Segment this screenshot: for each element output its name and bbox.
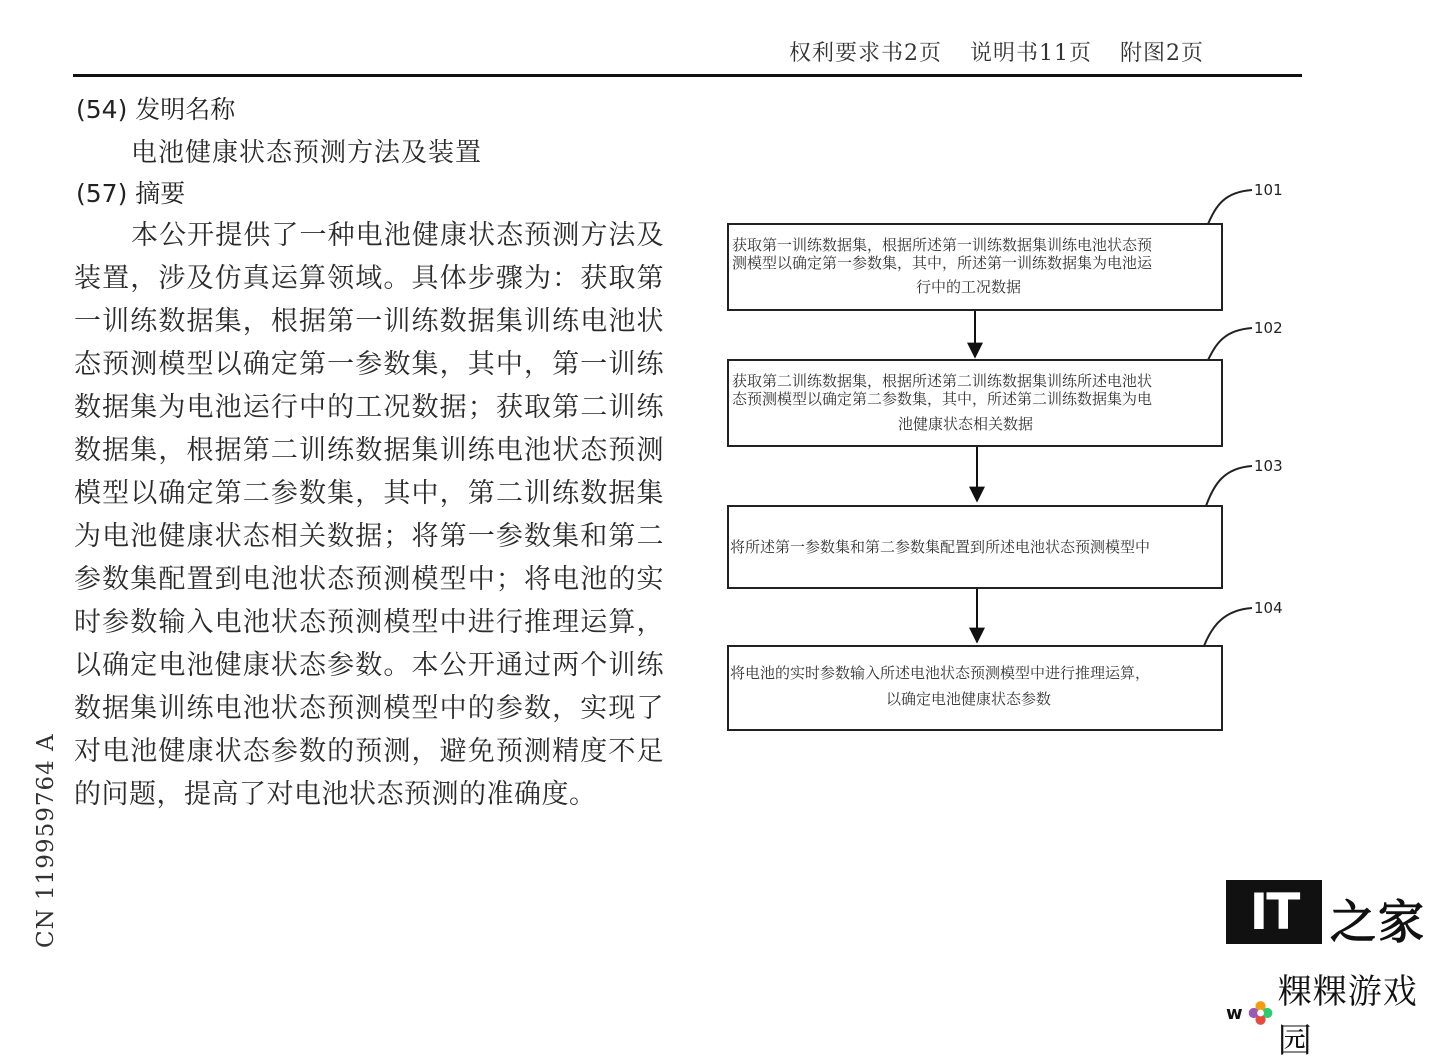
flow-step-101 bbox=[728, 181, 1283, 310]
site-prefix: w bbox=[1226, 1002, 1243, 1024]
flowchart bbox=[720, 170, 1320, 750]
site-name: 粿粿游戏园 bbox=[1277, 972, 1418, 1061]
page-header bbox=[789, 36, 1204, 67]
step-101-ref: 101 bbox=[1254, 181, 1283, 199]
step-101-line-1: 获取第一训练数据集，根据所述第一训练数据集训练电池状态预 bbox=[732, 236, 1153, 254]
step-104-ref: 104 bbox=[1254, 599, 1283, 617]
site-watermark bbox=[1226, 964, 1426, 1062]
section-54-label: (54) 发明名称 bbox=[76, 95, 236, 124]
step-101-line-3: 行中的工况数据 bbox=[916, 278, 1022, 296]
header-rule bbox=[73, 74, 1302, 77]
ithome-logo-suffix: 之家 bbox=[1330, 895, 1426, 949]
publication-number: CN 119959764 A bbox=[33, 733, 59, 948]
step-102-ref: 102 bbox=[1254, 319, 1283, 337]
flower-icon bbox=[1247, 997, 1274, 1029]
drawings-page-count: 附图2页 bbox=[1120, 41, 1204, 66]
step-103-line-1: 将所述第一参数集和第二参数集配置到所述电池状态预测模型中 bbox=[730, 538, 1151, 556]
step-104-line-1: 将电池的实时参数输入所述电池状态预测模型中进行推理运算， bbox=[730, 664, 1151, 682]
description-page-count: 说明书11页 bbox=[970, 41, 1092, 66]
watermark-logo bbox=[1226, 880, 1426, 1061]
invention-title: 电池健康状态预测方法及装置 bbox=[131, 138, 483, 168]
step-103-ref: 103 bbox=[1254, 457, 1283, 475]
step-102-line-2: 态预测模型以确定第二参数集，其中，所述第二训练数据集为电 bbox=[732, 390, 1153, 408]
section-57-label: (57) 摘要 bbox=[76, 179, 186, 208]
flow-step-102 bbox=[728, 319, 1283, 446]
step-104-line-2: 以确定电池健康状态参数 bbox=[886, 690, 1052, 708]
flow-step-103 bbox=[728, 457, 1283, 588]
claims-page-count: 权利要求书2页 bbox=[789, 41, 942, 66]
abstract-text: 本公开提供了一种电池健康状态预测方法及装置，涉及仿真运算领域。具体步骤为：获取第一训练数据集，根据第一训练数据集训练电池状态预测模型以确定第一参数集，其中，第一训练数据集为电池运行中的工况数据；获取第二训练数据集，根据第二训练数据集训练电池状态预测模型以确定第二参数集，其中，第二训练数据集为电池健康状态相关数据；将第一参数集和第二参数集配置到电池状态预测模型中；将电池的实时参数输入电池状态预测模型中进行推理运算，以确定电池健康状态参数。本公开通过两个训练数据集训练电池状态预测模型中的参数，实现了对电池健康状态参数的预测，避免预测精度不足的问题，提高了对电池状态预测的准确度。 bbox=[74, 220, 664, 810]
step-102-line-1: 获取第二训练数据集，根据所述第二训练数据集训练所述电池状 bbox=[732, 372, 1153, 390]
flow-step-104 bbox=[728, 599, 1283, 730]
ithome-logo-text: IT bbox=[1249, 883, 1299, 941]
step-102-line-3: 池健康状态相关数据 bbox=[898, 415, 1034, 433]
step-101-line-2: 测模型以确定第一参数集，其中，所述第一训练数据集为电池运 bbox=[732, 254, 1153, 272]
